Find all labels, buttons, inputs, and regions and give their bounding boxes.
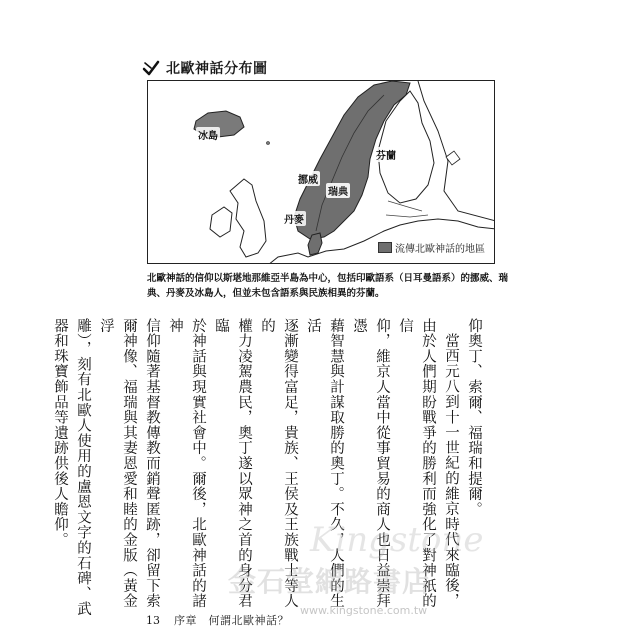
label-norway: 挪威 — [296, 171, 320, 186]
island-shape — [267, 142, 270, 145]
watermark-logo-text: 金石堂網路書店 — [228, 565, 432, 598]
caption-line-1: 北歐神話的信仰以斯堪地那維亞半島為中心，包括印歐語系（日耳曼語系）的挪威、瑞 — [147, 273, 509, 284]
text-column: 由於人們期盼戰爭的勝利而強化了對神祇的信 — [397, 318, 436, 609]
text-column: 於神話與現實社會中。爾後，北歐神話的諸神 — [167, 318, 206, 609]
text-column: 器和珠寶飾品等遺跡供後人瞻仰。 — [52, 318, 68, 548]
page-footer — [146, 612, 289, 628]
text-column: 逐漸變得富足，貴族、王侯及王族戰士等人的 — [259, 318, 298, 609]
ireland-shape — [210, 207, 232, 237]
caption-line-2: 典、丹麥及冰島人，但並未包含語系與民族相異的芬蘭。 — [147, 288, 385, 299]
label-denmark: 丹麥 — [282, 211, 306, 226]
text-column: 仰，維京人當中從事貿易的商人也日益崇拜憑 — [351, 318, 390, 609]
map-legend — [377, 240, 486, 255]
northern-europe-map — [147, 80, 495, 264]
section-heading — [142, 58, 268, 78]
britain-shape — [230, 179, 266, 257]
legend-label: 流傳北歐神話的地區 — [395, 244, 485, 255]
watermark-url: www.kingstone.com.tw — [300, 604, 428, 617]
map-caption — [147, 271, 509, 301]
text-column: 權力凌駕農民，奧丁遂以眾神之首的身分君臨 — [213, 318, 252, 609]
legend-swatch — [378, 242, 392, 253]
baltic-borders — [386, 201, 428, 217]
map-graphic — [148, 81, 495, 264]
section-title: 北歐神話分布圖 — [166, 61, 268, 77]
chapter-title: 序章 何謂北歐神話？ — [174, 614, 289, 627]
label-sweden: 瑞典 — [326, 183, 350, 198]
text-column: 雕），刻有北歐人使用的盧恩文字的石碑、武 — [75, 318, 91, 617]
text-column: 信仰隨著基督教傳教而銷聲匿跡，卻留下索 — [144, 318, 160, 609]
page-number: 13 — [146, 614, 160, 627]
text-column: 當西元八到十一世紀的維京時代來臨後， — [443, 332, 459, 608]
text-column: 藉智慧與計謀取勝的奧丁。不久，人們的生活 — [305, 318, 344, 609]
text-column: 爾神像、福瑞與其妻恩愛和睦的金版（黃金浮 — [98, 318, 137, 609]
checkmark-icon — [142, 59, 160, 77]
label-iceland: 冰島 — [196, 127, 220, 142]
watermark-script: Kingstone — [310, 520, 484, 560]
label-finland: 芬蘭 — [374, 147, 398, 162]
text-column: 仰奧丁、索爾、福瑞和提爾。 — [466, 318, 482, 517]
